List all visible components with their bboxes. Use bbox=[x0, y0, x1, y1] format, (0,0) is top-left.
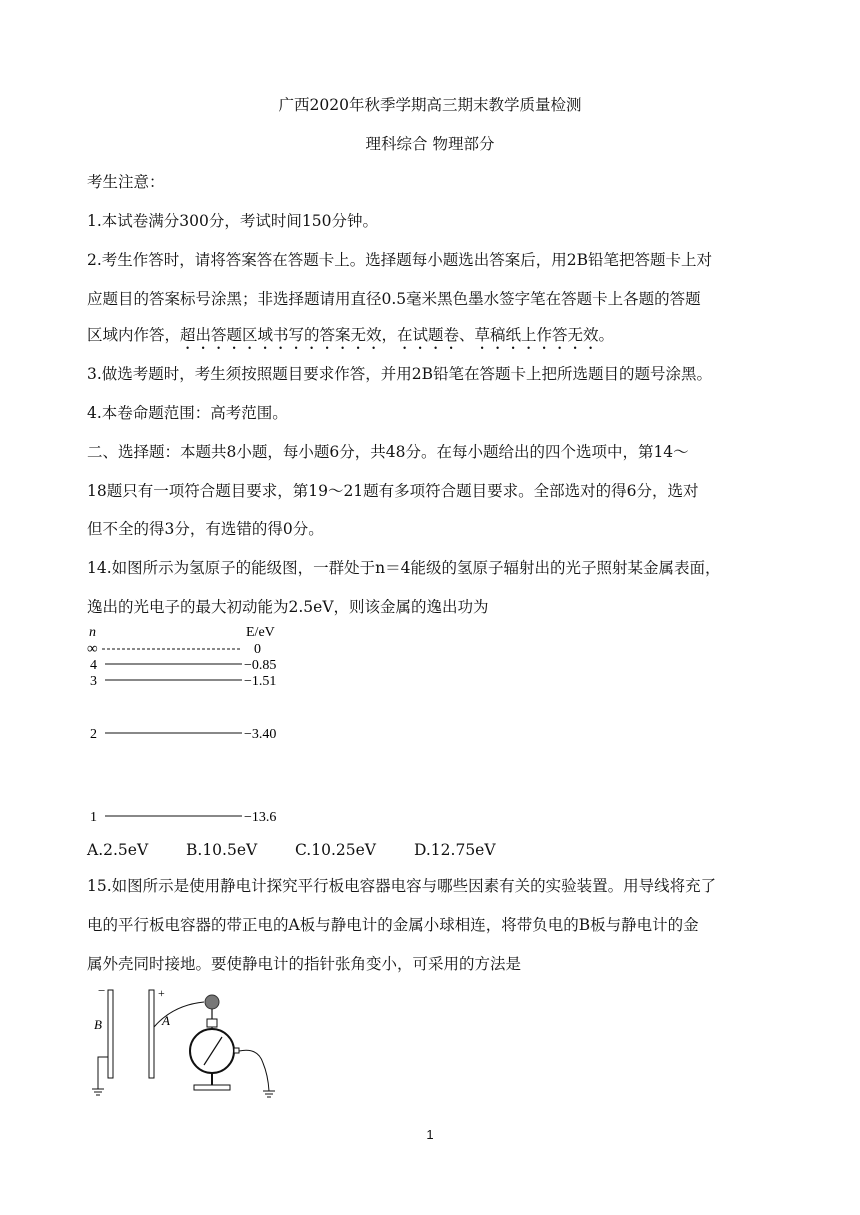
electrometer-apparatus-diagram bbox=[88, 985, 288, 1110]
plate-b-ground-wire bbox=[98, 1057, 108, 1089]
notice-heading: 考生注意： bbox=[87, 173, 165, 191]
electrometer-base bbox=[194, 1085, 230, 1090]
q14-line-2: 逸出的光电子的最大初动能为2.5eV，则该金属的逸出功为 bbox=[87, 598, 489, 616]
electrometer-case bbox=[190, 1029, 234, 1073]
note-1: 1.本试卷满分300分，考试时间150分钟。 bbox=[87, 212, 378, 230]
note-2-line-2: 应题目的答案标号涂黑；非选择题请用直径0.5毫米黑色墨水签字笔在答题卡上各题的答题 bbox=[87, 290, 701, 308]
electrometer-ball bbox=[205, 995, 219, 1009]
exam-subtitle: 理科综合 物理部分 bbox=[365, 135, 495, 153]
q14-option-a: A.2.5eV bbox=[87, 841, 149, 859]
level-3-n: 3 bbox=[90, 674, 97, 689]
section-2-line-1: 二、选择题：本题共8小题，每小题6分，共48分。在每小题给出的四个选项中，第14～ bbox=[87, 443, 689, 461]
q14-option-c: C.10.25eV bbox=[295, 841, 376, 859]
plate-b bbox=[108, 990, 113, 1078]
electrometer-terminal bbox=[234, 1048, 239, 1053]
note-2-line-3 bbox=[87, 325, 614, 353]
note-2-line-3-end: 。 bbox=[598, 326, 615, 344]
level-inf-e: 0 bbox=[254, 642, 261, 657]
note-2-line-3-start: 区域内作答， bbox=[87, 326, 181, 344]
case-ground-wire bbox=[239, 1050, 269, 1091]
e-axis-label: E/eV bbox=[246, 625, 275, 640]
note-4: 4.本卷命题范围：高考范围。 bbox=[87, 404, 288, 422]
plate-a-label: A bbox=[162, 1013, 170, 1028]
q14-option-b: B.10.5eV bbox=[186, 841, 258, 859]
note-3: 3.做选考题时，考生须按照题目要求作答，并用2B铅笔在答题卡上把所选题目的题号涂黑。 bbox=[87, 365, 713, 383]
section-2-line-3: 但不全的得3分，有选错的得0分。 bbox=[87, 520, 324, 538]
q15-line-1: 15.如图所示是使用静电计探究平行板电容器电容与哪些因素有关的实验装置。用导线将充了 bbox=[87, 877, 717, 895]
plate-a-sign: + bbox=[158, 986, 165, 1000]
level-4-e: −0.85 bbox=[244, 658, 277, 673]
q15-line-2: 电的平行板电容器的带正电的A板与静电计的金属小球相连，将带负电的B板与静电计的金 bbox=[87, 916, 699, 934]
electrometer-insulator bbox=[207, 1019, 217, 1027]
note-2-line-1: 2.考生作答时，请将答案答在答题卡上。选择题每小题选出答案后，用2B铅笔把答题卡上对 bbox=[87, 251, 713, 269]
level-1-n: 1 bbox=[90, 810, 97, 825]
exam-title: 广西2020年秋季学期高三期末教学质量检测 bbox=[278, 96, 582, 114]
level-2-n: 2 bbox=[90, 727, 97, 742]
level-2-e: −3.40 bbox=[244, 727, 277, 742]
plate-b-sign: − bbox=[98, 985, 106, 998]
level-3-e: −1.51 bbox=[244, 674, 277, 689]
note-2-emphasis: 超出答题区域书写的答案无效，在试题卷、草稿纸上作答无效 bbox=[180, 326, 599, 344]
energy-level-diagram bbox=[80, 622, 310, 830]
level-inf-n: ∞ bbox=[87, 641, 98, 657]
q15-line-3: 属外壳同时接地。要使静电计的指针张角变小，可采用的方法是 bbox=[87, 955, 522, 973]
plate-a bbox=[149, 990, 154, 1078]
page-number: 1 bbox=[426, 1127, 434, 1142]
level-4-n: 4 bbox=[90, 658, 97, 673]
n-axis-label: n bbox=[89, 625, 96, 640]
q14-line-1: 14.如图所示为氢原子的能级图，一群处于n＝4能级的氢原子辐射出的光子照射某金属表面， bbox=[87, 559, 721, 577]
level-1-e: −13.6 bbox=[244, 810, 277, 825]
q14-option-d: D.12.75eV bbox=[414, 841, 496, 859]
section-2-line-2: 18题只有一项符合题目要求，第19～21题有多项符合题目要求。全部选对的得6分，选对 bbox=[87, 482, 699, 500]
plate-b-label: B bbox=[94, 1017, 102, 1032]
